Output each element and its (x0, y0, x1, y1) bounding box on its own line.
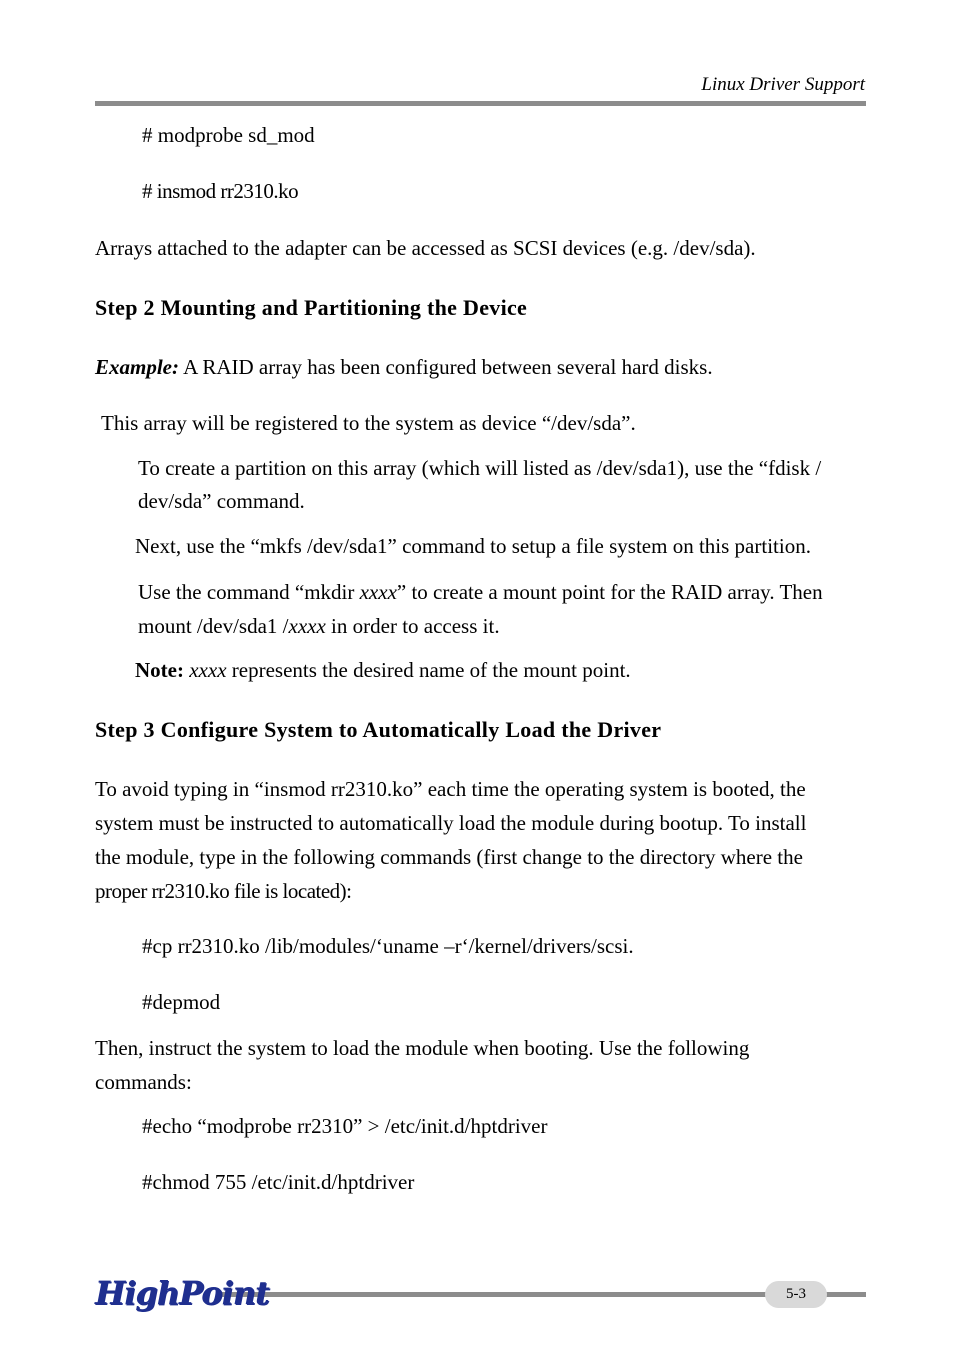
step3-para-line-2: system must be instructed to automatically load the module during bootup. To install (95, 811, 807, 835)
registered-paragraph: This array will be registered to the system as device “/dev/sda”. (101, 411, 636, 435)
header-rule (95, 101, 866, 106)
mount-var: xxxx (288, 614, 326, 638)
example-paragraph (95, 350, 713, 384)
command-modprobe: # modprobe sd_mod (142, 123, 315, 147)
note-text: represents the desired name of the mount point. (226, 658, 631, 682)
step3-para-line-3: the module, type in the following commands (first change to the directory where the (95, 845, 803, 869)
mkdir-pre: Use the command “mkdir (138, 580, 360, 604)
step3-para-line-4: proper rr2310.ko file is located): (95, 879, 352, 903)
mkdir-post: ” to create a mount point for the RAID array. Then (396, 580, 823, 604)
partition-line-2: dev/sda” command. (138, 489, 305, 513)
page-number-badge: 5-3 (765, 1281, 827, 1308)
step3-para-line-1: To avoid typing in “insmod rr2310.ko” each time the operating system is booted, the (95, 777, 806, 801)
mkfs-paragraph: Next, use the “mkfs /dev/sda1” command to setup a file system on this partition. (135, 534, 811, 558)
note-label: Note: (135, 658, 184, 682)
partition-line-1: To create a partition on this array (which will listed as /dev/sda1), use the “fdisk / (138, 456, 822, 480)
command-depmod: #depmod (142, 990, 221, 1014)
example-label: Example: (95, 355, 179, 379)
mount-post: in order to access it. (325, 614, 500, 638)
highpoint-logo: HighPoint (95, 1274, 269, 1312)
then-line-1: Then, instruct the system to load the module when booting. Use the following (95, 1036, 750, 1060)
mount-line (138, 609, 500, 643)
note-var: xxxx (183, 658, 227, 682)
running-header: Linux Driver Support (701, 74, 865, 95)
mount-pre: mount /dev/sda1 / (138, 614, 289, 638)
step2-heading: Step 2 Mounting and Partitioning the Device (95, 295, 528, 320)
arrays-paragraph: Arrays attached to the adapter can be accessed as SCSI devices (e.g. /dev/sda). (95, 236, 756, 260)
then-line-2: commands: (95, 1070, 192, 1094)
step3-heading: Step 3 Configure System to Automatically Load the Driver (95, 717, 662, 742)
mkdir-var: xxxx (359, 580, 397, 604)
command-echo: #echo “modprobe rr2310” > /etc/init.d/hptdriver (142, 1114, 548, 1138)
command-cp: #cp rr2310.ko /lib/modules/‘uname –r‘/kernel/drivers/scsi. (142, 934, 634, 958)
command-chmod: #chmod 755 /etc/init.d/hptdriver (142, 1170, 415, 1194)
command-insmod: # insmod rr2310.ko (142, 179, 299, 203)
note-line (135, 653, 631, 687)
example-text: A RAID array has been configured between several hard disks. (179, 355, 713, 379)
mkdir-line (138, 575, 823, 609)
